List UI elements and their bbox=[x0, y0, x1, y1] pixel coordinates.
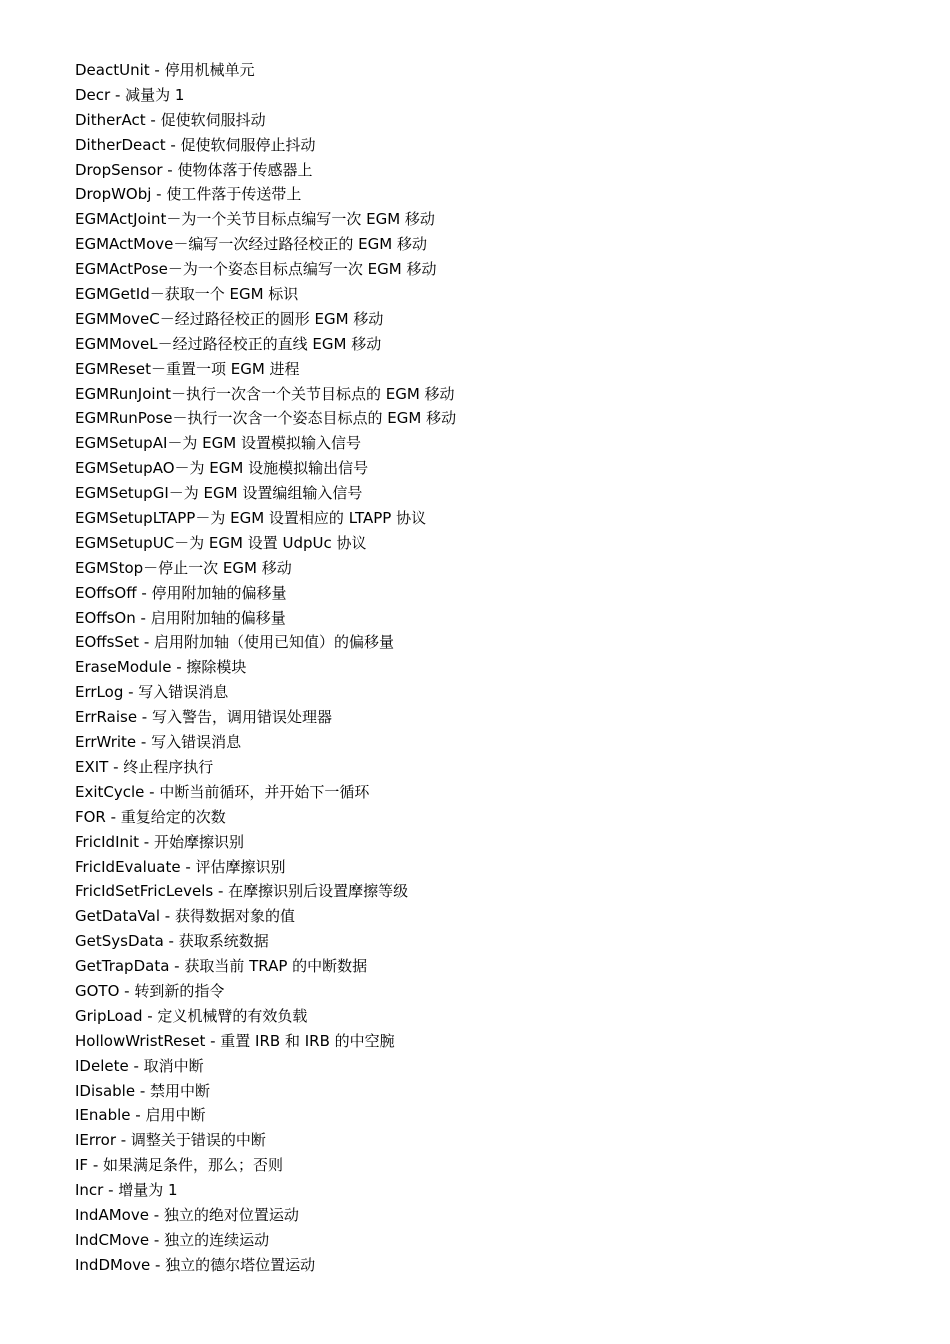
list-item: EXIT - 终止程序执行 bbox=[75, 757, 214, 776]
list-item: IDisable - 禁用中断 bbox=[75, 1081, 211, 1100]
list-item: EGMSetupGI－为 EGM 设置编组输入信号 bbox=[75, 484, 363, 503]
list-item: DropWObj - 使工件落于传送带上 bbox=[75, 185, 302, 204]
list-item: IndDMove - 独立的德尔塔位置运动 bbox=[75, 1255, 316, 1274]
list-item: ErrWrite - 写入错误消息 bbox=[75, 733, 242, 752]
list-item: EGMGetId－获取一个 EGM 标识 bbox=[75, 285, 299, 304]
list-item: EGMActMove－编写一次经过路径校正的 EGM 移动 bbox=[75, 235, 427, 254]
instruction-list bbox=[75, 58, 456, 1278]
list-item: EGMStop－停止一次 EGM 移动 bbox=[75, 558, 292, 577]
list-item: IF - 如果满足条件，那么；否则 bbox=[75, 1156, 284, 1175]
list-item: EGMReset－重置一项 EGM 进程 bbox=[75, 359, 300, 378]
list-item: IndAMove - 独立的绝对位置运动 bbox=[75, 1205, 299, 1224]
list-item: GripLoad - 定义机械臂的有效负载 bbox=[75, 1006, 308, 1025]
list-item: Decr - 减量为 1 bbox=[75, 85, 185, 104]
list-item: DeactUnit - 停用机械单元 bbox=[75, 61, 255, 79]
list-item: Incr - 增量为 1 bbox=[75, 1181, 178, 1200]
list-item: DitherAct - 促使软伺服抖动 bbox=[75, 110, 266, 129]
list-item: EGMActPose－为一个姿态目标点编写一次 EGM 移动 bbox=[75, 260, 437, 279]
list-item: EGMRunJoint－执行一次含一个关节目标点的 EGM 移动 bbox=[75, 384, 455, 403]
list-item: EGMSetupLTAPP－为 EGM 设置相应的 LTAPP 协议 bbox=[75, 509, 427, 528]
list-item: EGMSetupAO－为 EGM 设施模拟输出信号 bbox=[75, 459, 369, 478]
list-item: IDelete - 取消中断 bbox=[75, 1056, 204, 1075]
list-item: ErrLog - 写入错误消息 bbox=[75, 683, 229, 702]
list-item: EGMMoveL－经过路径校正的直线 EGM 移动 bbox=[75, 334, 382, 353]
list-item: EOffsOn - 启用附加轴的偏移量 bbox=[75, 608, 286, 627]
list-item: ErrRaise - 写入警告，调用错误处理器 bbox=[75, 708, 332, 727]
list-item: EGMActJoint－为一个关节目标点编写一次 EGM 移动 bbox=[75, 210, 435, 229]
list-item: EOffsSet - 启用附加轴（使用已知值）的偏移量 bbox=[75, 633, 395, 652]
list-item: IError - 调整关于错误的中断 bbox=[75, 1131, 266, 1150]
list-item: GetDataVal - 获得数据对象的值 bbox=[75, 907, 295, 926]
list-item: EOffsOff - 停用附加轴的偏移量 bbox=[75, 583, 287, 602]
list-item: HollowWristReset - 重置 IRB 和 IRB 的中空腕 bbox=[75, 1031, 395, 1050]
list-item: EraseModule - 擦除模块 bbox=[75, 658, 247, 677]
list-item: ExitCycle - 中断当前循环，并开始下一循环 bbox=[75, 782, 370, 801]
list-item: IEnable - 启用中断 bbox=[75, 1106, 206, 1125]
list-item: GetTrapData - 获取当前 TRAP 的中断数据 bbox=[75, 957, 368, 976]
list-item: EGMSetupAI－为 EGM 设置模拟输入信号 bbox=[75, 434, 361, 453]
list-item: GetSysData - 获取系统数据 bbox=[75, 932, 269, 951]
list-item: EGMRunPose－执行一次含一个姿态目标点的 EGM 移动 bbox=[75, 409, 457, 428]
list-item: FricIdInit - 开始摩擦识别 bbox=[75, 832, 244, 851]
list-item: DropSensor - 使物体落于传感器上 bbox=[75, 160, 313, 179]
list-item: EGMMoveC－经过路径校正的圆形 EGM 移动 bbox=[75, 309, 384, 328]
list-item: DitherDeact - 促使软伺服停止抖动 bbox=[75, 135, 316, 154]
list-item: FricIdSetFricLevels - 在摩擦识别后设置摩擦等级 bbox=[75, 882, 409, 901]
list-item: EGMSetupUC－为 EGM 设置 UdpUc 协议 bbox=[75, 533, 367, 552]
list-item: GOTO - 转到新的指令 bbox=[75, 981, 225, 1000]
list-item: FOR - 重复给定的次数 bbox=[75, 807, 226, 826]
list-item: IndCMove - 独立的连续运动 bbox=[75, 1230, 270, 1249]
list-item: FricIdEvaluate - 评估摩擦识别 bbox=[75, 857, 286, 876]
